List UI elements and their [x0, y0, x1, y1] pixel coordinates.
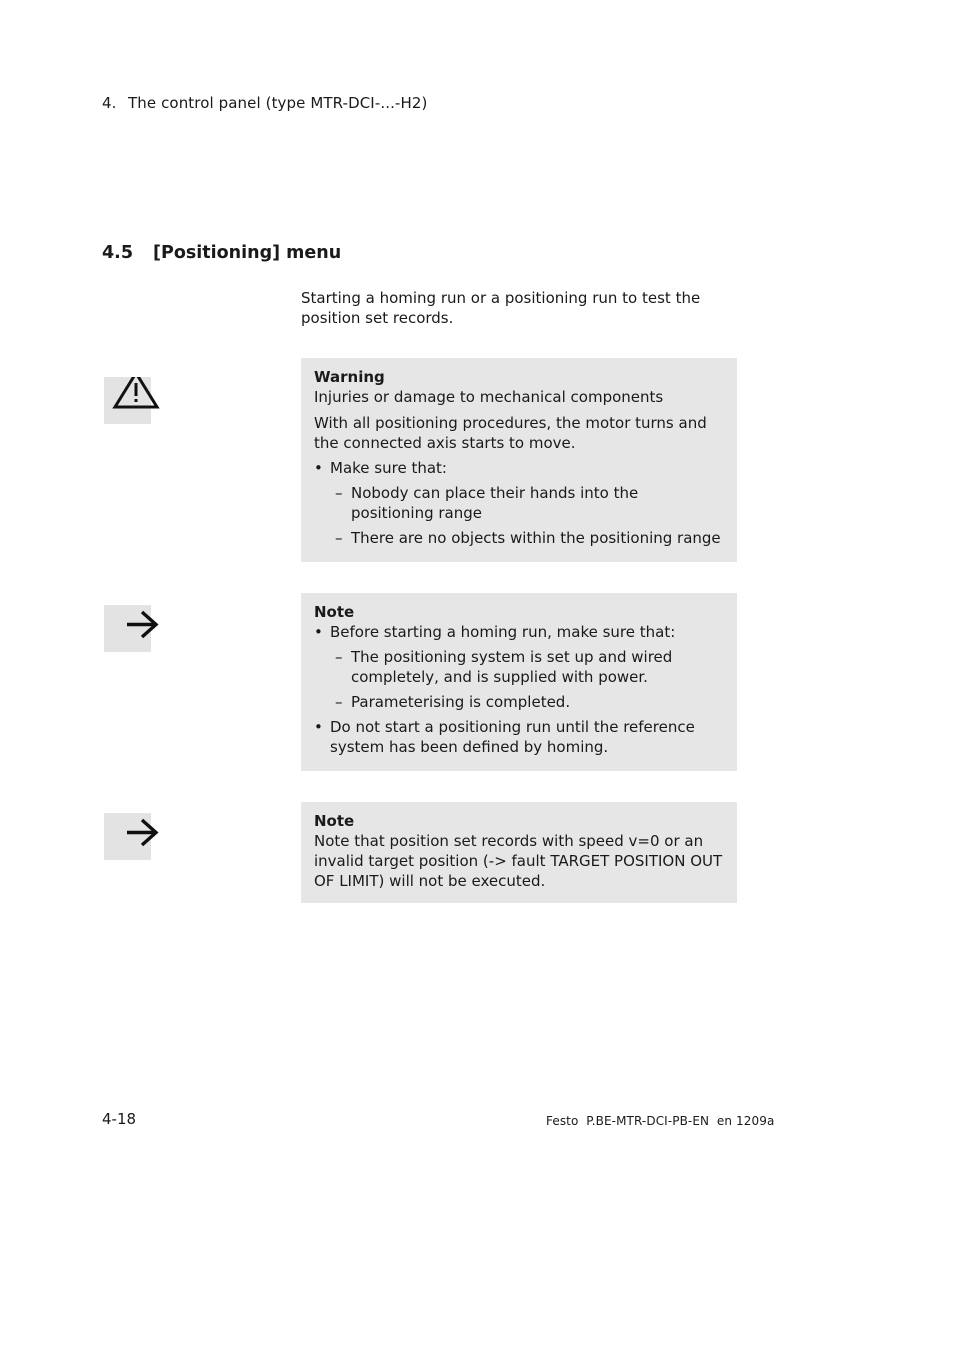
bullet-mark: • — [314, 718, 323, 736]
warning-triangle-icon — [104, 377, 164, 424]
note1-dash-item — [314, 647, 725, 687]
note1-title: Note — [314, 603, 355, 621]
bullet-mark: • — [314, 623, 323, 641]
note1-dash-text: Parameterising is completed. — [351, 693, 571, 711]
note2-text: Note that position set records with speed v=0 or an invalid target position (-> fault TARGET POSITION OUT OF LIMIT) will not be executed. — [314, 832, 723, 890]
arrow-right-icon — [104, 813, 164, 860]
warning-box — [301, 358, 737, 562]
warning-text: With all positioning procedures, the motor turns and the connected axis starts to move. — [314, 414, 707, 452]
warning-dash-item — [314, 483, 725, 523]
warning-subtitle: Injuries or damage to mechanical components — [314, 388, 664, 406]
warning-dash-item — [314, 528, 725, 548]
chapter-number: 4. — [102, 94, 117, 112]
warning-dash-text: Nobody can place their hands into the positioning range — [351, 484, 639, 522]
warning-bullet — [314, 458, 725, 478]
document-id: Festo P.BE-MTR-DCI-PB-EN en 1209a — [546, 1114, 775, 1128]
chapter-header — [102, 94, 427, 112]
note1-bullet-text: Do not start a positioning run until the reference system has been defined by homing. — [330, 718, 695, 756]
arrow-right-icon — [104, 605, 164, 652]
note1-icon-box — [104, 605, 151, 652]
section-number: 4.5 — [102, 243, 134, 263]
warning-title: Warning — [314, 368, 385, 386]
intro-paragraph: Starting a homing run or a positioning run to test the position set records. — [301, 289, 701, 327]
warning-dash-text: There are no objects within the positioning range — [351, 529, 721, 547]
chapter-title: The control panel (type MTR-DCI-...-H2) — [128, 94, 428, 112]
dash-mark: – — [335, 648, 343, 666]
note2-box — [301, 802, 737, 903]
dash-mark: – — [335, 529, 343, 547]
note1-dash-item — [314, 692, 725, 712]
note2-icon-box — [104, 813, 151, 860]
note1-bullet-text: Before starting a homing run, make sure that: — [330, 623, 676, 641]
note1-bullet — [314, 622, 725, 642]
warning-icon-box — [104, 377, 151, 424]
note2-title: Note — [314, 812, 355, 830]
section-title: [Positioning] menu — [153, 243, 342, 263]
note1-box — [301, 593, 737, 771]
section-heading — [102, 243, 341, 263]
warning-bullet-text: Make sure that: — [330, 459, 447, 477]
dash-mark: – — [335, 693, 343, 711]
note1-bullet — [314, 717, 725, 757]
bullet-mark: • — [314, 459, 323, 477]
note1-dash-text: The positioning system is set up and wired completely, and is supplied with power. — [351, 648, 673, 686]
page-number: 4-18 — [102, 1110, 137, 1128]
dash-mark: – — [335, 484, 343, 502]
